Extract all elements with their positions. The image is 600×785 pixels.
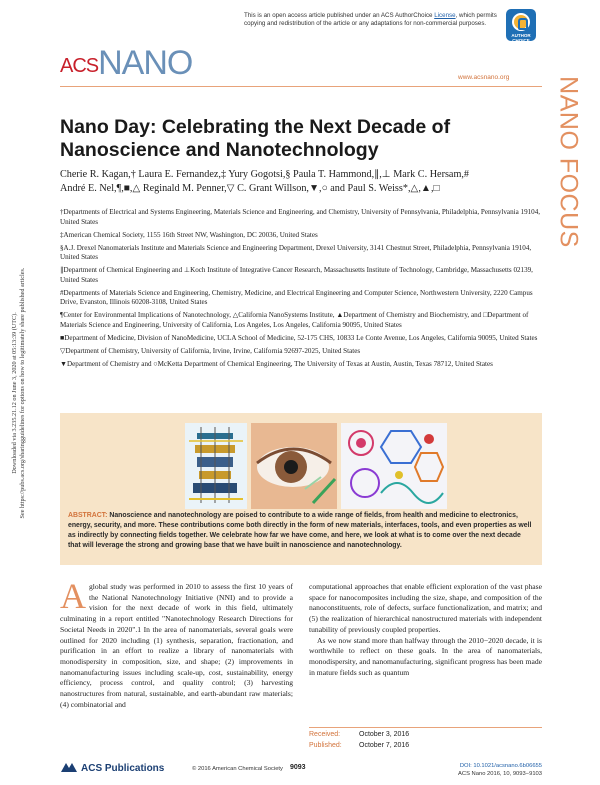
toc-graphic [185, 423, 447, 509]
author-line: Cherie R. Kagan,† Laura E. Fernandez,‡ Yury Gogotsi,§ Paula T. Hammond,∥,⊥ Mark C. Hersam,# [60, 169, 470, 180]
body-paragraph: computational approaches that enable efficient exploration of the vast phase space for nanocomposites including the size, shape, and composition of the nanoconstituents, role of defects, surface functionalization, and matrix; and (5) the realization of hierarchical nanostructured materials with independent tunability of previously coupled properties. [309, 582, 542, 634]
published-date: October 7, 2016 [359, 741, 410, 749]
doi-block [405, 762, 542, 778]
abstract-label: ABSTRACT: [68, 512, 108, 519]
publication-dates [309, 730, 542, 751]
download-note-line1: Downloaded via 3.235.21.12 on June 3, 2020 at 05:13:39 (UTC). [11, 312, 18, 474]
received-date: October 3, 2016 [359, 731, 410, 738]
author-line: André E. Nel,¶,■,△ Reginald M. Penner,▽ C. Grant Willson,▼,○ and Paul S. Weiss*,△,▲,□ [60, 182, 440, 194]
received-label: Received: [309, 731, 341, 738]
affiliation: §A.J. Drexel Nanomaterials Institute and Materials Science and Engineering Department, Drexel University, 3141 Chestnut Street, Philadelphia, Pennsylvania 19104, United States [60, 243, 532, 262]
logo-nano: NANO [98, 44, 193, 82]
dropcap: A [60, 576, 86, 616]
author-list [60, 168, 530, 195]
acs-publications-icon [60, 761, 78, 773]
open-lock-icon [512, 13, 530, 31]
doi-link[interactable]: DOI: 10.1021/acsnano.6b06655 [459, 763, 542, 769]
journal-url[interactable]: www.acsnano.org [458, 74, 510, 81]
article-title: Nano Day: Celebrating the Next Decade of Nanoscience and Nanotechnology [60, 116, 451, 161]
license-link[interactable]: License [434, 12, 456, 19]
body-paragraph: As we now stand more than halfway through the 2010−2020 decade, it is worthwhile to reflect on these goals. In the area of nanomaterials, monodispersity, and nanomanufacturing, significant progress has been made in mature fields such as quantum [309, 635, 542, 677]
copyright: © 2016 American Chemical Society [192, 766, 283, 772]
body-paragraph: global study was performed in 2010 to assess the first 10 years of the National Nanotechnology Initiative (NNI) and to provide a vision for the next decade of work in this field, ultimately culminating in a report entitled "Nanotechnology Research Directions for Societal Needs in 2020".1 In the area of nanomaterials, several goals were outlined for 2020 including (1) synthesis, separation, fractionation, and purification in an effort to realize a library of nanomaterials with monodispersity in composition, size, and shape; (2) improvements in nanomanufacturing issues including scale-up, cost, sustainability, energy efficiency, process control, and quality control; (3) harvesting nanostructures from natural, sustainable, and earth-abundant raw materials; (4) combinatorial and [60, 582, 293, 709]
logo-acs: ACS [60, 55, 99, 77]
abstract-text: Nanoscience and nanotechnology are poised to contribute to a wide range of fields, from health and medicine to electronics, energy, security, and more. These contributions come both directly in the form of new materials, interfaces, tools, and even properties as well as indirectly by connecting fields together. We celebrate how far we have come, and here, we look at what is to come over the next decade that will leverage the strong and growing base that we have built in nanoscience and nanotechnology. [68, 512, 532, 549]
acs-publications-logo[interactable]: ACS Publications [60, 761, 164, 774]
section-label: NANO FOCUS [554, 76, 583, 248]
affiliations [60, 208, 542, 373]
nanodevice-illustration [185, 423, 247, 509]
download-note-line2: See https://pubs.acs.org/sharingguidelines for options on how to legitimately share published articles. [19, 267, 26, 519]
affiliation: ¶Center for Environmental Implications of Nanotechnology, △California NanoSystems Institute, ▲Department of Chemistry and Biochemistry, and □Department of Materials Science and Engineering, University of California, Los Angeles, Los Angeles, California 90095, United States [60, 311, 529, 329]
citation: ACS Nano 2016, 10, 9093−9103 [458, 771, 542, 777]
abstract [68, 511, 534, 551]
affiliation: †Departments of Electrical and Systems Engineering, Materials Science and Engineering, and Chemistry, University of Pennsylvania, Philadelphia, Pennsylvania 19104, United States [60, 208, 541, 226]
published-label: Published: [309, 741, 342, 749]
journal-logo[interactable] [60, 44, 192, 82]
body-column-left [60, 576, 293, 710]
body-column-right [309, 582, 542, 678]
open-access-notice: This is an open access article published under an ACS AuthorChoice License, which permits copying and redistribution of the article or any adaptations for non-commercial purposes. [244, 12, 497, 28]
eye-illustration [251, 423, 337, 509]
affiliation: ▼Department of Chemistry and ○McKetta Department of Chemical Engineering, The University of Texas at Austin, Austin, Texas 78712, United States [60, 359, 493, 368]
header-divider [60, 86, 542, 87]
dates-divider [309, 727, 542, 728]
affiliation: ∥Department of Chemical Engineering and ⊥Koch Institute of Integrative Cancer Research, Massachusetts Institute of Technology, Cambridge, Massachusetts 02139, United States [60, 266, 533, 284]
nanomaterials-illustration [341, 423, 447, 509]
page-number: 9093 [290, 764, 306, 771]
affiliation: #Departments of Materials Science and Engineering, Chemistry, Medicine, and Electrical Engineering and Computer Science, Northwestern University, 2220 Campus Drive, Evanston, Illinois 60208-3108, United States [60, 288, 533, 307]
affiliation: ■Department of Medicine, Division of NanoMedicine, UCLA School of Medicine, 52-175 CHS, 10833 Le Conte Avenue, Los Angeles, California 90095, United States [60, 333, 538, 342]
affiliation: ‡American Chemical Society, 1155 16th Street NW, Washington, DC 20036, United States [60, 230, 318, 239]
affiliation: ▽Department of Chemistry, University of California, Irvine, Irvine, California 92697-2025, United States [60, 346, 361, 355]
author-choice-badge[interactable]: AUTHOR CHOICE [506, 9, 536, 41]
download-note [2, 228, 36, 558]
